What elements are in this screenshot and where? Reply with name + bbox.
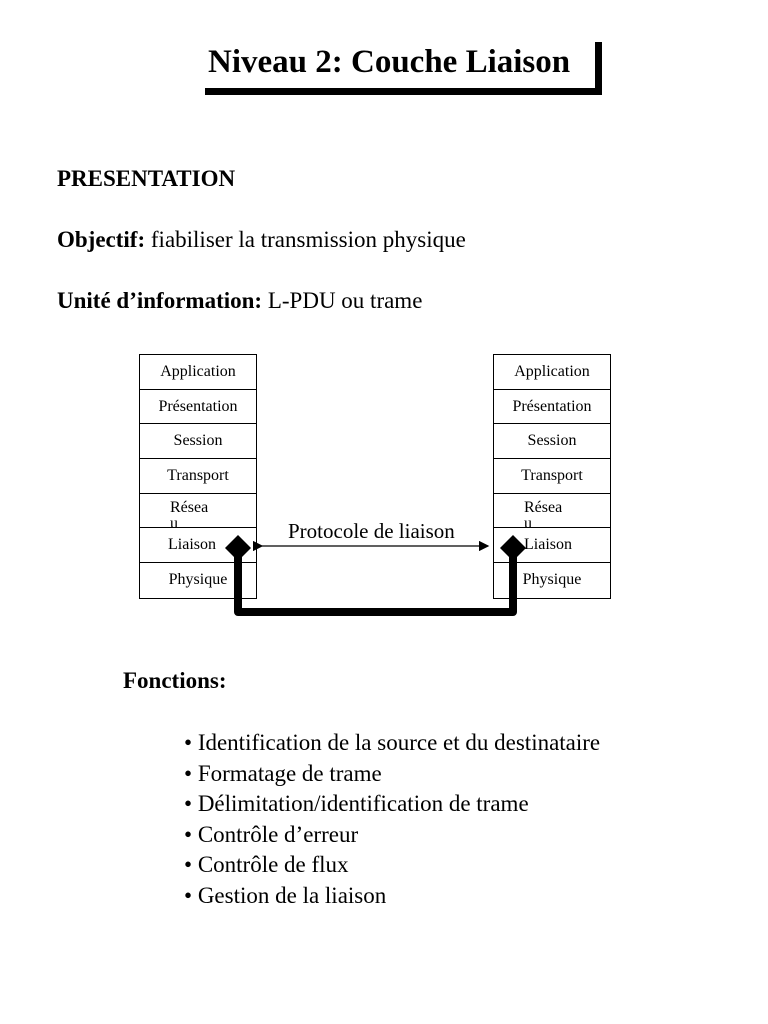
- left-layer-session: Session: [140, 424, 256, 459]
- left-layer-application: Application: [140, 355, 256, 390]
- left-layer-reseau-label: Réseau: [170, 498, 209, 532]
- fonctions-heading: Fonctions:: [123, 668, 227, 693]
- unite-label: Unité d’information:: [57, 288, 263, 313]
- page-title: Niveau 2: Couche Liaison: [208, 44, 571, 80]
- unite-value: L-PDU ou trame: [267, 288, 423, 313]
- list-item: • Délimitation/identification de trame: [184, 789, 600, 820]
- left-diamond-icon: [225, 535, 251, 561]
- right-layer-presentation: Présentation: [494, 390, 610, 425]
- left-layer-presentation: Présentation: [140, 390, 256, 425]
- right-layer-physique: Physique: [522, 571, 582, 589]
- objectif-value: fiabiliser la transmission physique: [150, 227, 466, 252]
- list-item: • Formatage de trame: [184, 759, 600, 790]
- right-layer-transport: Transport: [494, 459, 610, 494]
- right-layer-liaison: Liaison: [494, 528, 610, 563]
- left-layer-transport: Transport: [140, 459, 256, 494]
- list-item: • Contrôle de flux: [184, 850, 600, 881]
- protocol-label: Protocole de liaison: [288, 519, 455, 543]
- right-diamond-icon: [500, 535, 526, 561]
- fonctions-list: [184, 728, 600, 911]
- list-item: • Contrôle d’erreur: [184, 820, 600, 851]
- right-layer-application: Application: [494, 355, 610, 390]
- left-layer-liaison: Liaison: [140, 528, 256, 563]
- presentation-heading: PRESENTATION: [57, 166, 236, 191]
- physical-link-line: [238, 552, 513, 612]
- list-item: • Gestion de la liaison: [184, 881, 600, 912]
- right-layer-reseau-label: Réseau: [524, 498, 563, 532]
- objectif-label: Objectif:: [57, 227, 146, 252]
- right-layer-session: Session: [494, 424, 610, 459]
- left-layer-physique: Physique: [168, 571, 228, 589]
- list-item: • Identification de la source et du destinataire: [184, 728, 600, 759]
